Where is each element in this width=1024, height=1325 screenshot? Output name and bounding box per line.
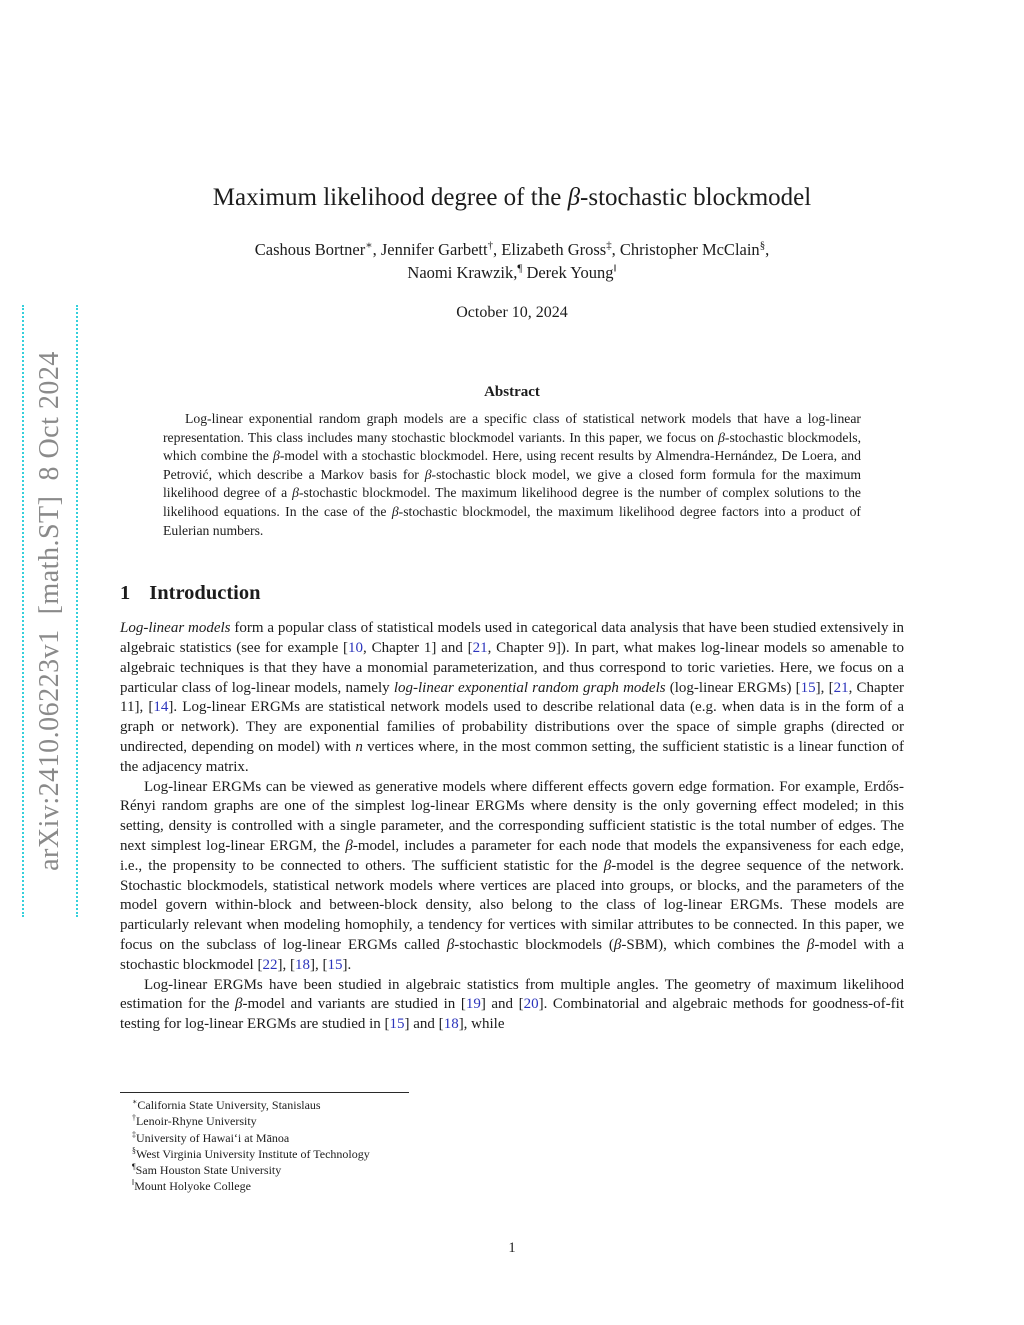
emphasis-text: β — [391, 503, 399, 519]
section-heading-introduction — [120, 580, 904, 606]
citation-link[interactable]: 20 — [523, 996, 539, 1013]
emphasis-text: β — [567, 184, 581, 211]
emphasis-text: log-linear exponential random graph models — [393, 679, 666, 696]
emphasis-text: β — [292, 485, 299, 501]
emphasis-text: β — [806, 936, 815, 953]
footnote-text: University of Hawai‘i at Mānoa — [135, 1130, 290, 1145]
footnote-item — [120, 1097, 904, 1113]
footnote-marker: ∗ — [132, 1097, 138, 1106]
footnote-marker: ‖ — [132, 1178, 135, 1188]
intro-paragraph-1: Log-linear models form a popular class of statistical models used in categorical data analysis that have been studied extensively in algebraic statistics (see for example [10, Chapter 1] and [21, Chapter 9]). In part, what makes log-linear models so amenable to algebraic techniques is that they have a monomial parameterization, and thus correspond to toric varieties. Here, we focus on a particular class of log-linear models, namely log-linear exponential random graph models (log-linear ERGMs) [15], [21, Chapter 11], [14]. Log-linear ERGMs are statistical network models used to describe relational data (e.g. when data is in the form of a graph or network). They are exponential families of probability distributions over the space of simple graphs (directed or undirected, depending on model) with n vertices where, in the most common setting, the sufficient statistic is a linear function of the adjacency matrix. — [120, 620, 904, 775]
author-list — [120, 238, 904, 284]
footnote-item — [120, 1113, 904, 1129]
emphasis-text: β — [446, 936, 455, 953]
paper-date: October 10, 2024 — [456, 304, 568, 321]
intro-paragraph-2: Log-linear ERGMs can be viewed as generative models where different effects govern edge formation. For example, Erdős-Rényi random graphs are one of the simplest log-linear ERGMs where density is the only governing effect modeled; in this setting, density is controlled with a single parameter, and the corresponding sufficient statistic is the total number of edges. The next simplest log-linear ERGM, the β-model, includes a parameter for each node that models the expansiveness for each edge, i.e., the propensity to be connected to others. The sufficient statistic for the β-model is the degree sequence of the network. Stochastic blockmodels, statistical network models where vertices are placed into groups, or blocks, and the parameters of the model govern within-block and between-block density, also belong to the class of log-linear ERGMs. These models are particularly relevant when modeling homophily, a tendency for vertices with similar attributes to be connected. In this paper, we focus on the subclass of log-linear ERGMs called β-stochastic blockmodels (β-SBM), which combines the β-model with a stochastic blockmodel [22], [18], [15]. — [120, 778, 904, 973]
footnote-marker: ¶ — [517, 262, 523, 275]
emphasis-text: β — [603, 857, 612, 874]
footnote-marker: § — [759, 239, 766, 252]
footnote-text: California State University, Stanislaus — [137, 1098, 321, 1112]
author-line-2: Naomi Krawzik,¶ Derek Young‖ — [407, 262, 617, 282]
abstract-heading: Abstract — [484, 384, 540, 400]
emphasis-text: β — [718, 429, 725, 445]
citation-link[interactable]: 14 — [153, 699, 169, 716]
abstract-section — [120, 383, 904, 540]
footnote-marker: ‖ — [613, 262, 617, 275]
citation-link[interactable]: 15 — [389, 1016, 405, 1033]
footnote-item — [120, 1178, 904, 1194]
footnote-marker: ‡ — [606, 239, 612, 252]
arxiv-stamp — [22, 305, 78, 917]
emphasis-text: β — [613, 936, 622, 953]
citation-link[interactable]: 18 — [443, 1016, 459, 1033]
footnote-item — [120, 1130, 904, 1146]
emphasis-text: Log-linear models — [120, 620, 231, 637]
footnote-text: Sam Houston State University — [135, 1163, 282, 1178]
emphasis-text: β — [424, 466, 432, 482]
citation-link[interactable]: 22 — [262, 956, 278, 973]
footnote-marker: † — [132, 1113, 136, 1123]
footnote-marker: † — [487, 239, 494, 252]
footnote-text: Mount Holyoke College — [134, 1179, 251, 1194]
footnote-item — [120, 1146, 904, 1162]
abstract-body: Log-linear exponential random graph models are a specific class of statistical network models that have a log-linear representation. This class includes many stochastic blockmodel variants. In this paper, we focus on β-stochastic blockmodels, which combine the β-model with a stochastic blockmodel. Here, using recent results by Almendra-Hernández, De Loera, and Petrović, which describe a Markov basis for β-stochastic block model, we give a closed form formula for the maximum likelihood degree of a β-stochastic blockmodel. The maximum likelihood degree is the number of complex solutions to the likelihood equations. In the case of the β-stochastic blockmodel, the maximum likelihood degree factors into a product of Eulerian numbers. — [163, 411, 862, 538]
footnote-marker: ‡ — [132, 1129, 136, 1139]
arxiv-id-label: arXiv:2410.06223v1 [math.ST] 8 Oct 2024 — [34, 351, 65, 871]
emphasis-text: n — [355, 738, 363, 755]
emphasis-text: β — [345, 837, 353, 854]
citation-link[interactable]: 10 — [348, 639, 364, 656]
author-line-1: Cashous Bortner∗, Jennifer Garbett†, Elizabeth Gross‡, Christopher McClain§, — [254, 239, 770, 259]
citation-link[interactable]: 15 — [327, 956, 343, 973]
footnote-marker: ¶ — [132, 1162, 136, 1172]
footnote-text: West Virginia University Institute of Technology — [135, 1146, 370, 1161]
paper-content — [120, 182, 904, 1035]
citation-link[interactable]: 21 — [833, 679, 849, 696]
citation-link[interactable]: 18 — [294, 956, 310, 973]
emphasis-text: β — [235, 996, 243, 1013]
citation-link[interactable]: 19 — [465, 996, 481, 1013]
footnote-marker: ∗ — [365, 239, 373, 252]
footnotes-block — [120, 1092, 904, 1195]
footnote-item — [120, 1162, 904, 1178]
intro-paragraph-3: Log-linear ERGMs have been studied in algebraic statistics from multiple angles. The geometry of maximum likelihood estimation for the β-model and variants are studied in [19] and [20]. Combinatorial and algebraic methods for goodness-of-fit testing for log-linear ERGMs are studied in [15] and [18], while — [120, 976, 904, 1033]
footnote-marker: § — [132, 1145, 136, 1155]
section-number: 1 — [120, 582, 131, 605]
citation-link[interactable]: 15 — [800, 679, 816, 696]
citation-link[interactable]: 21 — [472, 639, 488, 656]
paper-title: Maximum likelihood degree of the β-stochastic blockmodel — [212, 184, 812, 211]
section-title: Introduction — [149, 582, 261, 605]
page-number: 1 — [508, 1240, 516, 1256]
emphasis-text: β — [273, 448, 280, 464]
footnote-rule — [120, 1092, 409, 1093]
footnote-text: Lenoir-Rhyne University — [135, 1114, 257, 1129]
